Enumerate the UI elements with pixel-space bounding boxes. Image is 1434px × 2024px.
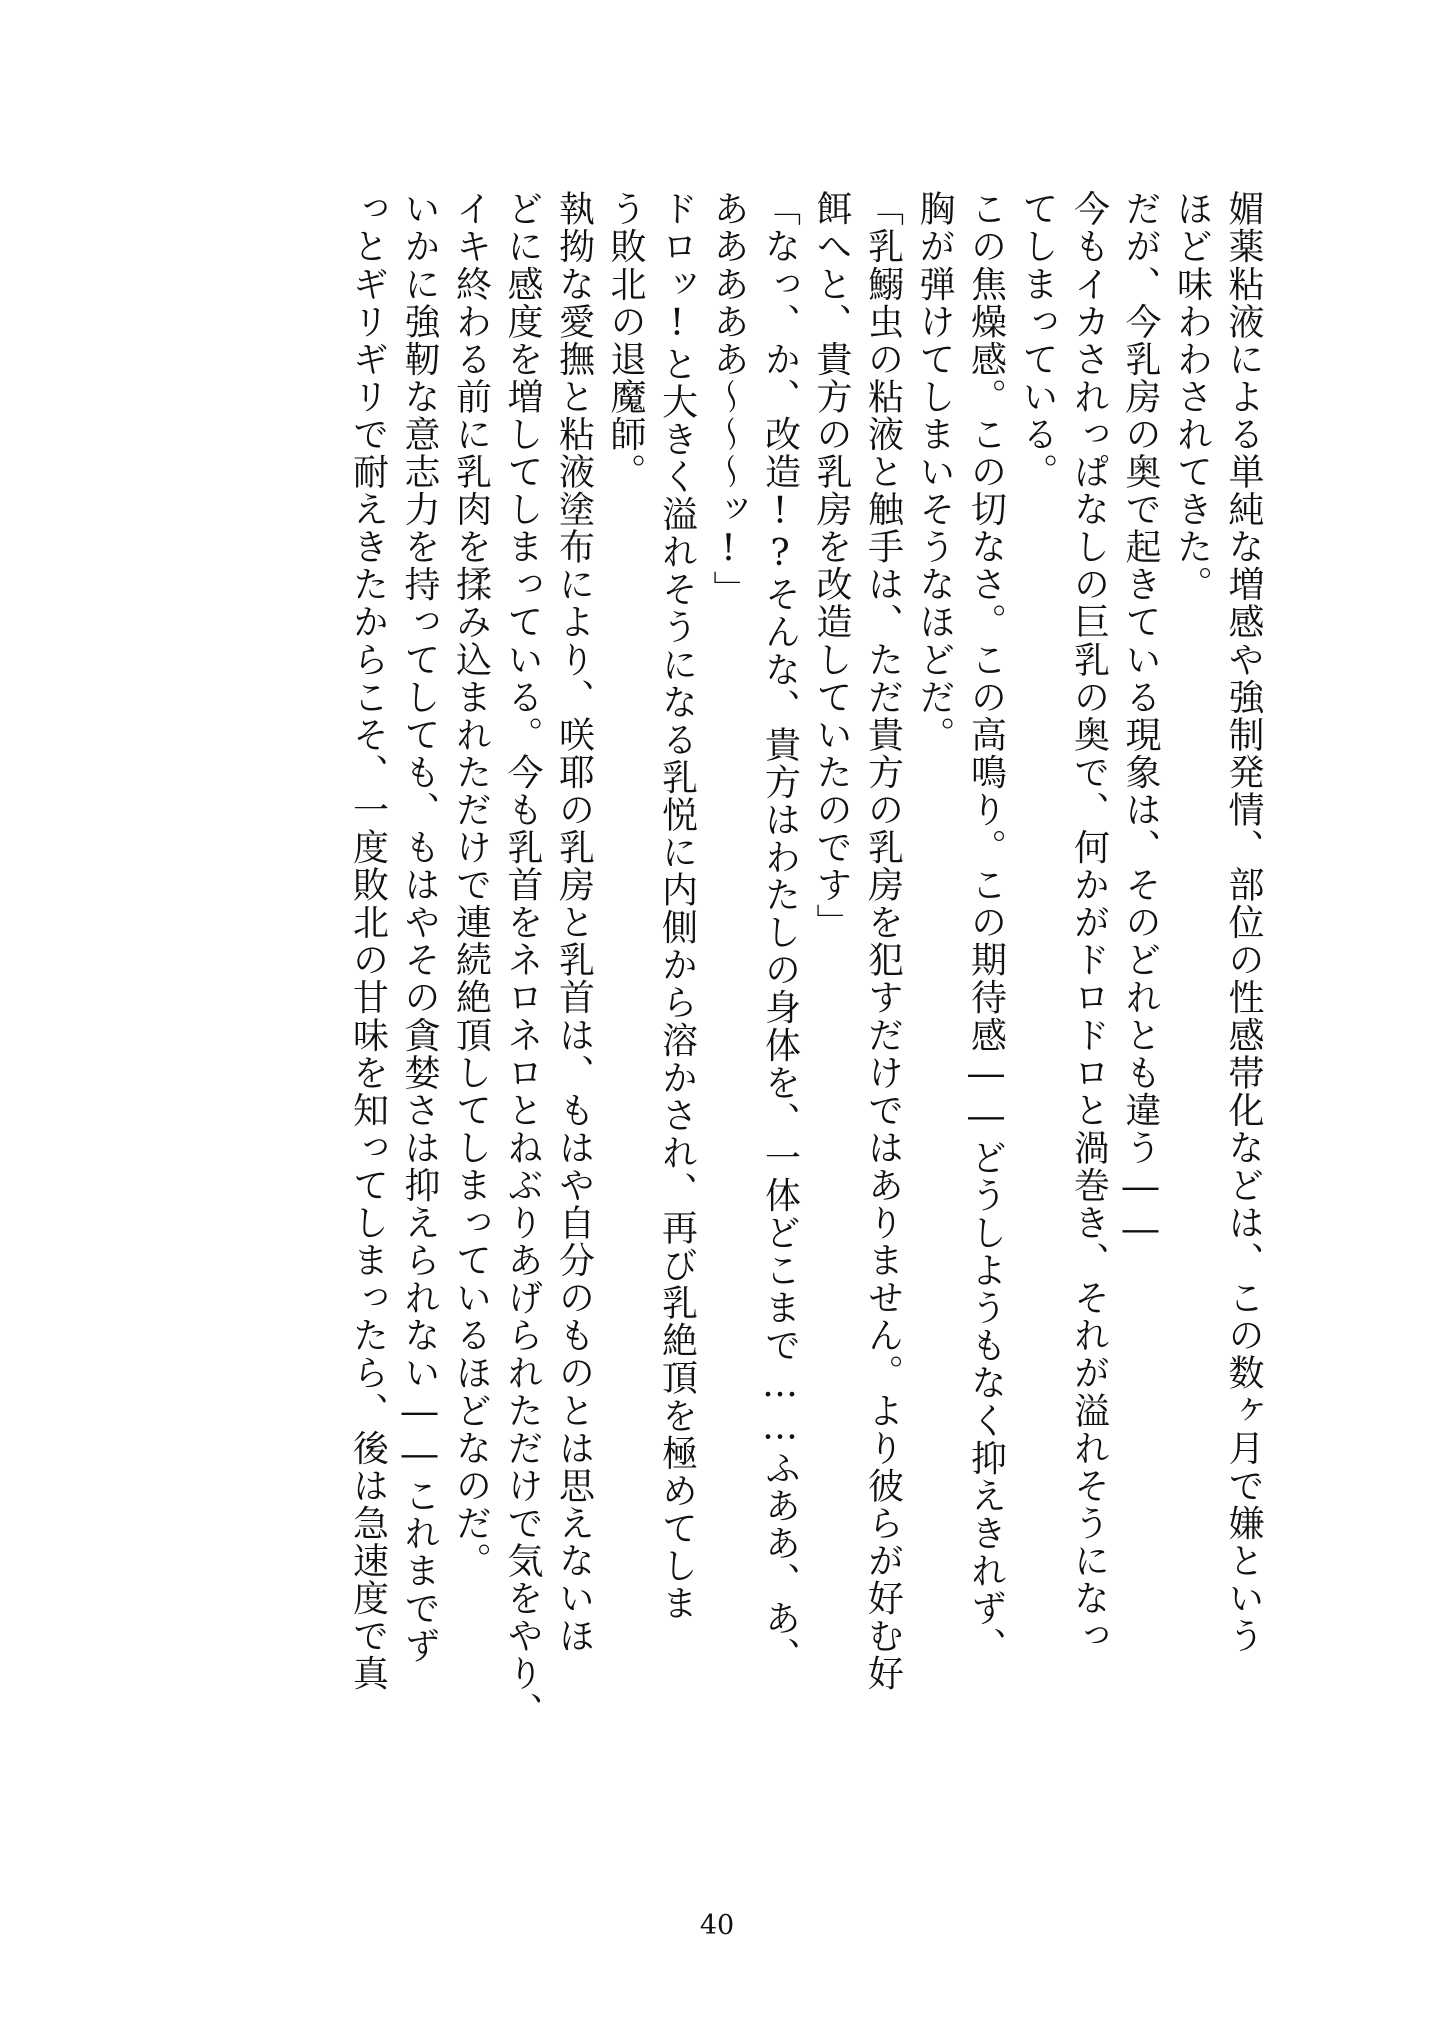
text-line-11: あああああ〜〜〜ッ!」 bbox=[708, 190, 749, 609]
text-line-17: いかに強靭な意志力を持ってしても、もはやその貪婪さは抑えられない――これまでず bbox=[399, 190, 440, 1665]
text-line-9: 餌へと、貴方の乳房を改造していたのです」 bbox=[811, 190, 852, 941]
text-line-10: 「なっ、か、改造!?そんな、貴方はわたしの身体を、一体どこまで……ふああ、あ、 bbox=[759, 190, 801, 1675]
page-number: 40 bbox=[699, 1910, 735, 1941]
body-text bbox=[149, 190, 1269, 1890]
text-line-15: どに感度を増してしまっている。今も乳首をネロネロとねぶりあげられただけで気をやり、 bbox=[502, 190, 543, 1730]
text-line-3: だが、今乳房の奥で起きている現象は、そのどれとも違う―― bbox=[1120, 190, 1161, 1252]
text-line-18: っとギリギリで耐えきたからこそ、一度敗北の甘味を知ってしまったら、後は急速度で真 bbox=[347, 190, 389, 1692]
text-line-16: イキ終わる前に乳肉を揉み込まれただけで連続絶頂してしまっているほどなのだ。 bbox=[450, 190, 492, 1580]
text-line-1: 媚薬粘液による単純な増感や強制発情、部位の性感帯化などは、この数ヶ月で嫌という bbox=[1223, 190, 1264, 1655]
text-line-12: ドロッ!と大きく溢れそうになる乳悦に内側から溶かされ、再び乳絶頂を極めてしま bbox=[656, 190, 698, 1622]
text-line-14: 執拗な愛撫と粘液塗布により、咲耶の乳房と乳首は、もはや自分のものとは思えないほ bbox=[553, 190, 595, 1655]
text-line-13: う敗北の退魔師。 bbox=[605, 190, 646, 491]
text-line-5: てしまっている。 bbox=[1017, 190, 1058, 491]
text-line-7: 胸が弾けてしまいそうなほどだ。 bbox=[914, 190, 955, 754]
text-line-4: 今もイカされっぱなしの巨乳の奥で、何かがドロドロと渦巻き、それが溢れそうになっ bbox=[1068, 190, 1110, 1655]
text-line-2: ほど味わわされてきた。 bbox=[1171, 190, 1213, 604]
text-line-6: この焦燥感。この切なさ。この高鳴り。この期待感――どうしようもなく抑えきれず、 bbox=[965, 190, 1007, 1665]
text-line-8: 「乳鰯虫の粘液と触手は、ただ貴方の乳房を犯すだけではありません。より彼らが好む好 bbox=[862, 190, 904, 1692]
